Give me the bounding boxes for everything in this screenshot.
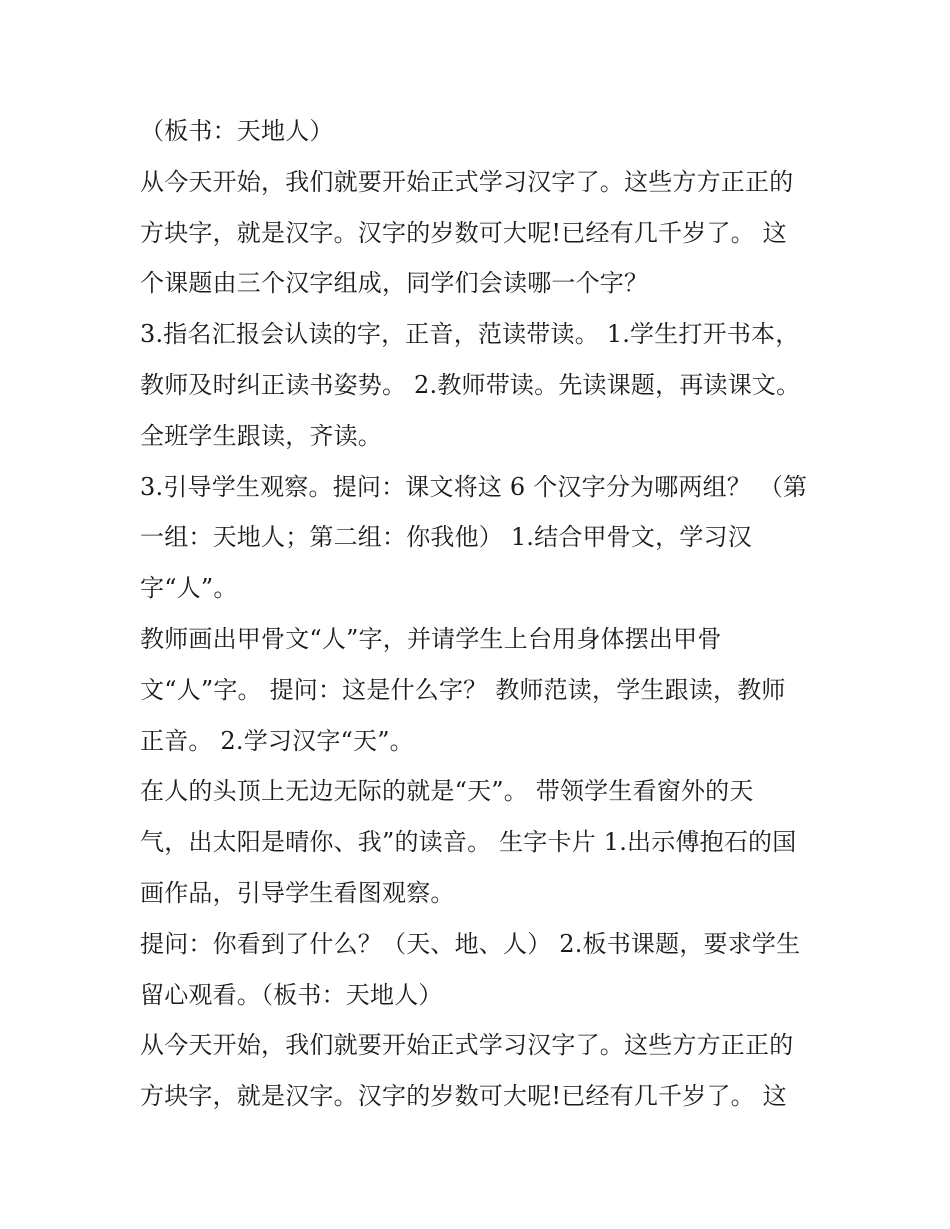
text-line: 留心观看。（板书：天地人） — [140, 980, 443, 1009]
text-line: 全班学生跟读，齐读。 — [140, 421, 382, 450]
text-line: 画作品，引导学生看图观察。 — [140, 878, 455, 907]
text-line: 提问：你看到了什么？（天、地、人） 2.板书课题，要求学生 — [140, 929, 801, 958]
text-line: 个课题由三个汉字组成，同学们会读哪一个字？ — [140, 269, 649, 298]
text-line: 从今天开始，我们就要开始正式学习汉字了。这些方方正正的 — [140, 1031, 794, 1060]
text-line: 气，出太阳是晴你、我”的读音。 生字卡片 1.出示傅抱石的国 — [140, 828, 797, 857]
text-line: 文“人”字。 提问：这是什么字？ 教师范读，学生跟读，教师 — [140, 675, 786, 704]
document-body — [140, 106, 830, 1122]
text-line: 3.指名汇报会认读的字，正音，范读带读。 1.学生打开书本， — [140, 320, 800, 349]
text-line: 教师画出甲骨文“人”字，并请学生上台用身体摆出甲骨 — [140, 624, 722, 653]
text-line: 正音。 2.学习汉字“天”。 — [140, 726, 414, 755]
text-line: （板书：天地人） — [140, 117, 334, 145]
text-line: 从今天开始，我们就要开始正式学习汉字了。这些方方正正的 — [140, 167, 794, 196]
text-line: 方块字，就是汉字。汉字的岁数可大呢!已经有几千岁了。 这 — [140, 1082, 787, 1111]
text-line: 3.引导学生观察。提问：课文将这 6 个汉字分为哪两组？ （第 — [140, 472, 808, 501]
text-line: 教师及时纠正读书姿势。 2.教师带读。先读课题，再读课文。 — [140, 370, 801, 399]
text-line: 方块字，就是汉字。汉字的岁数可大呢!已经有几千岁了。 这 — [140, 218, 787, 247]
text-line: 字“人”。 — [140, 574, 238, 603]
text-line: 在人的头顶上无边无际的就是“天”。 带领学生看窗外的天 — [140, 777, 754, 806]
text-line: 一组：天地人；第二组：你我他） 1.结合甲骨文，学习汉 — [140, 523, 752, 552]
